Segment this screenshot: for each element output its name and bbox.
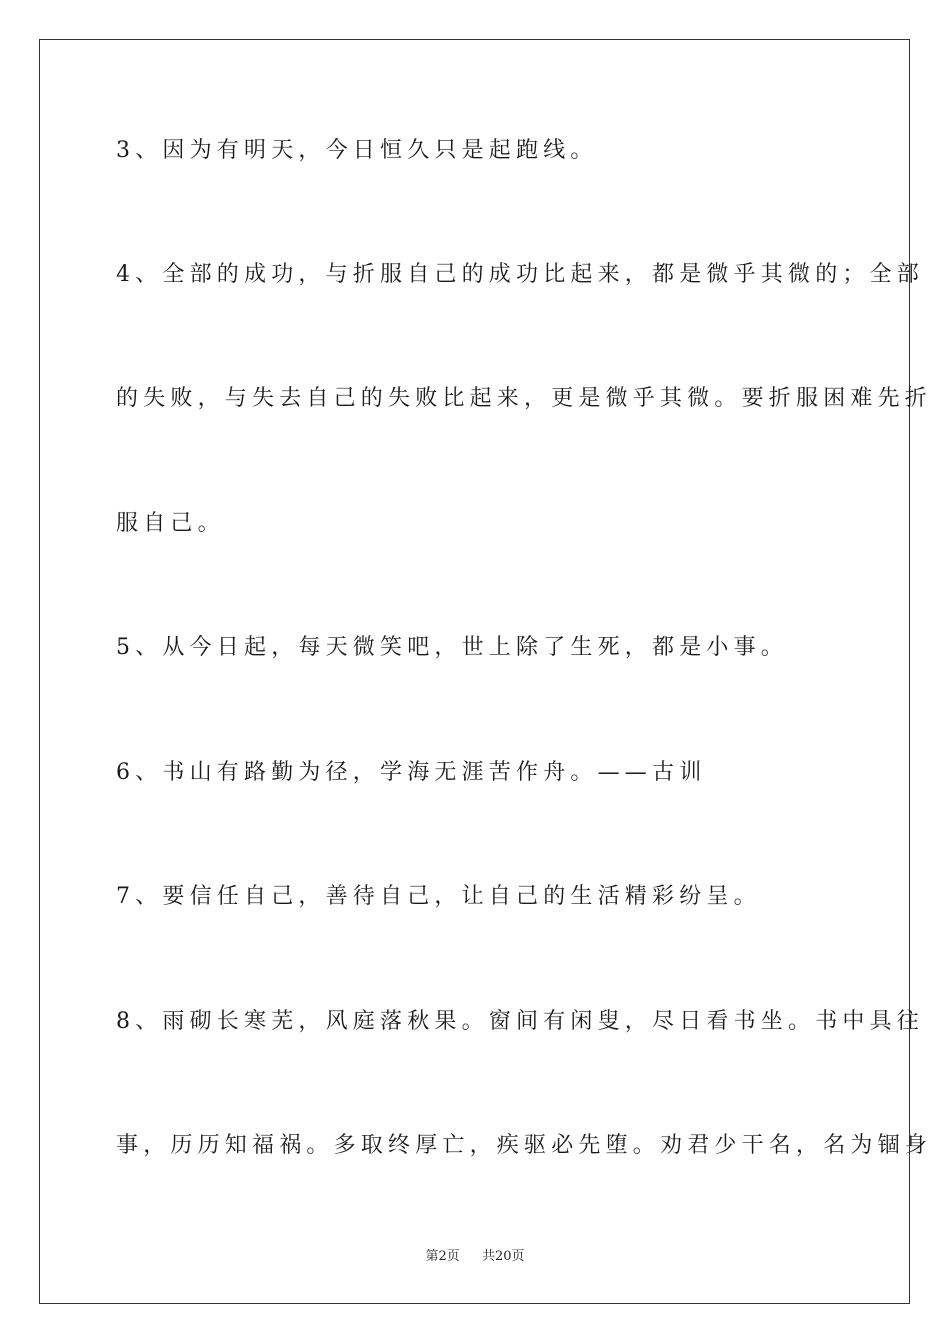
text-line: 6、书山有路勤为径，学海无涯苦作舟。——古训 bbox=[116, 760, 707, 785]
text-line: 8、雨砌长寒芜，风庭落秋果。窗间有闲叟，尽日看书坐。书中具往 bbox=[116, 1009, 924, 1034]
page-footer bbox=[0, 1248, 950, 1266]
text-line: 服自己。 bbox=[116, 511, 225, 536]
text-line: 5、从今日起，每天微笑吧，世上除了生死，都是小事。 bbox=[116, 635, 788, 660]
page-total: 共20页 bbox=[482, 1249, 525, 1264]
page-number: 第2页 bbox=[425, 1249, 460, 1264]
text-line: 4、全部的成功，与折服自己的成功比起来，都是微乎其微的；全部 bbox=[116, 262, 924, 287]
text-line: 的失败，与失去自己的失败比起来，更是微乎其微。要折服困难先折 bbox=[116, 386, 933, 411]
text-line: 事，历历知福祸。多取终厚亡，疾驱必先堕。劝君少干名，名为锢身 bbox=[116, 1133, 933, 1158]
page-frame bbox=[39, 39, 933, 1304]
text-line: 7、要信任自己，善待自己，让自己的生活精彩纷呈。 bbox=[116, 884, 761, 909]
text-line: 3、因为有明天，今日恒久只是起跑线。 bbox=[116, 138, 598, 163]
